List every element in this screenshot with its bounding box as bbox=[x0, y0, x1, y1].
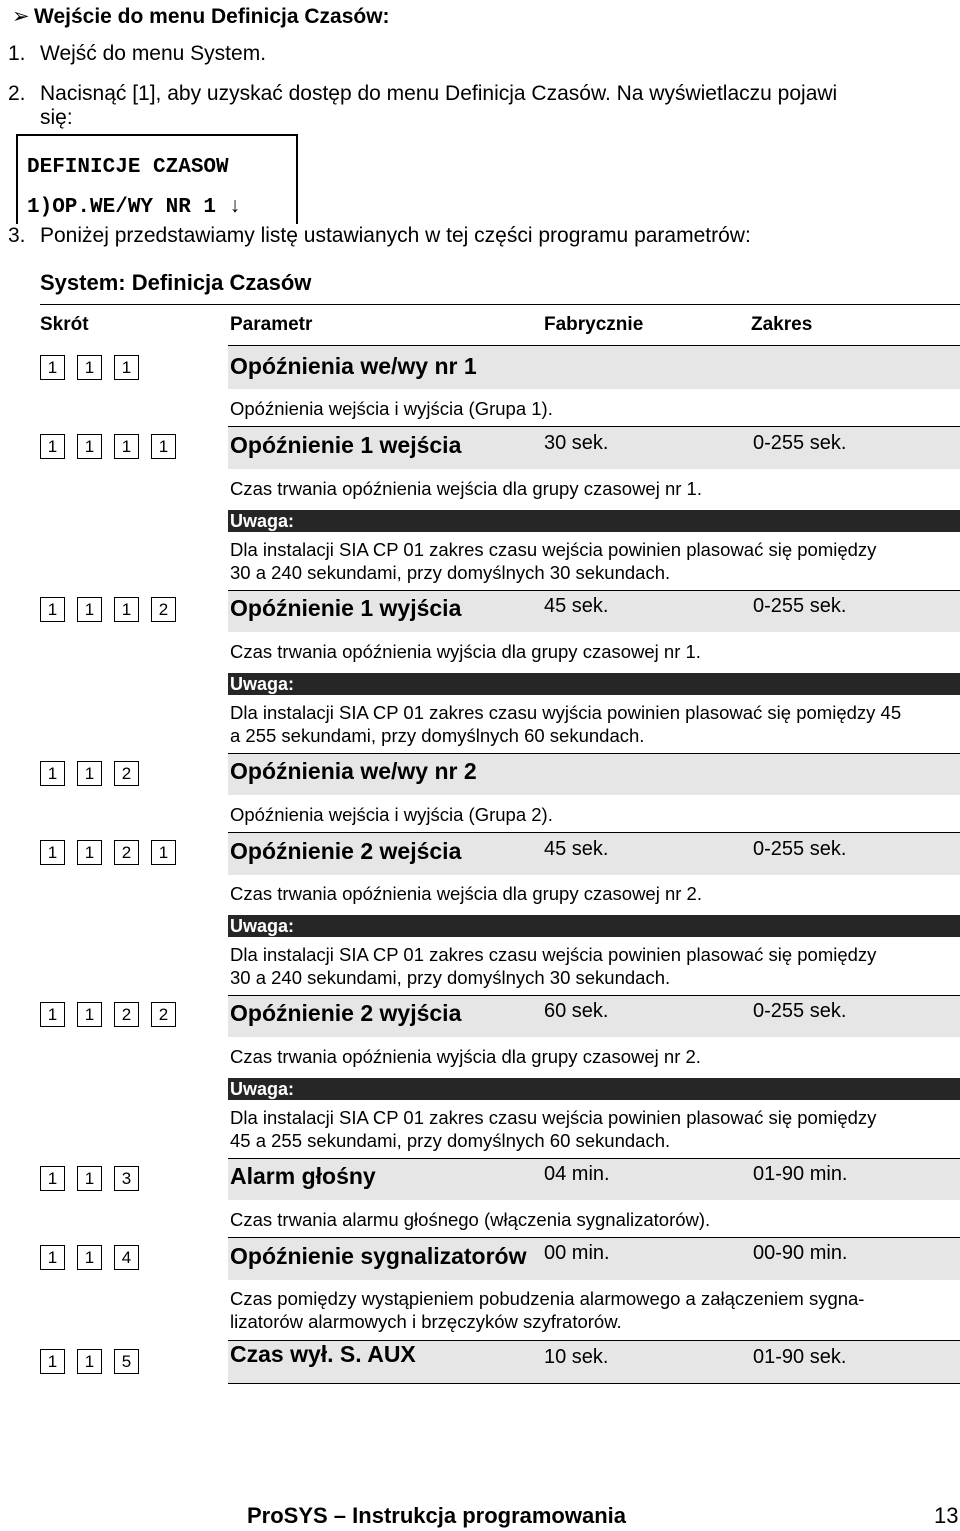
param-range: 0-255 sek. bbox=[753, 595, 847, 617]
shortcut-keys bbox=[40, 1002, 176, 1027]
shortcut-keys bbox=[40, 1166, 139, 1191]
param-range: 00-90 min. bbox=[753, 1242, 848, 1264]
key-cap: 1 bbox=[151, 434, 176, 459]
key-cap: 1 bbox=[77, 1245, 102, 1270]
lcd-line-2 bbox=[27, 196, 241, 219]
step-3 bbox=[8, 224, 751, 248]
header-skrot: Skrót bbox=[40, 314, 89, 335]
param-description: Opóźnienia wejścia i wyjścia (Grupa 1). bbox=[230, 398, 553, 419]
step-number: 1. bbox=[8, 42, 26, 65]
param-range: 0-255 sek. bbox=[753, 1000, 847, 1022]
header-parametr: Parametr bbox=[230, 314, 313, 335]
param-name: Opóźnienie sygnalizatorów bbox=[230, 1243, 527, 1269]
shortcut-keys bbox=[40, 434, 176, 459]
lcd-line-1: DEFINICJE CZASOW bbox=[27, 156, 229, 179]
param-default: 10 sek. bbox=[544, 1346, 609, 1368]
note-label: Uwaga: bbox=[228, 915, 960, 937]
key-cap: 1 bbox=[77, 761, 102, 786]
key-cap: 1 bbox=[151, 840, 176, 865]
param-description: Czas trwania opóźnienia wyjścia dla grupy czasowej nr 2. bbox=[230, 1046, 701, 1067]
arrow-bullet-icon: ➢ bbox=[12, 5, 30, 28]
param-default: 60 sek. bbox=[544, 1000, 609, 1022]
param-description: Czas trwania alarmu głośnego (włączenia sygnalizatorów). bbox=[230, 1209, 711, 1230]
key-cap: 1 bbox=[40, 1002, 65, 1027]
divider bbox=[40, 304, 960, 305]
shortcut-keys bbox=[40, 840, 176, 865]
page-number: 13 bbox=[934, 1503, 959, 1528]
note-line-2: 30 a 240 sekundami, przy domyślnych 30 sekundach. bbox=[230, 967, 671, 988]
key-cap: 1 bbox=[77, 840, 102, 865]
key-cap: 1 bbox=[114, 597, 139, 622]
shortcut-keys bbox=[40, 1245, 139, 1270]
header-fabrycznie: Fabrycznie bbox=[544, 314, 644, 335]
param-name: Opóźnienie 1 wejścia bbox=[230, 432, 462, 458]
key-cap: 1 bbox=[40, 761, 65, 786]
key-cap: 2 bbox=[151, 1002, 176, 1027]
key-cap: 1 bbox=[40, 597, 65, 622]
param-default: 04 min. bbox=[544, 1163, 610, 1185]
key-cap: 1 bbox=[40, 1245, 65, 1270]
param-name: Opóźnienie 2 wejścia bbox=[230, 838, 462, 864]
key-cap: 1 bbox=[77, 597, 102, 622]
note-line-1: Dla instalacji SIA CP 01 zakres czasu wejścia powinien plasować się pomiędzy bbox=[230, 1107, 877, 1128]
intro-heading bbox=[12, 4, 390, 29]
param-default: 45 sek. bbox=[544, 595, 609, 617]
key-cap: 5 bbox=[114, 1349, 139, 1374]
key-cap: 1 bbox=[114, 355, 139, 380]
section-title: System: Definicja Czasów bbox=[40, 270, 312, 295]
lcd-line-2-text: 1)OP.WE/WY NR 1 bbox=[27, 196, 217, 219]
key-cap: 2 bbox=[114, 840, 139, 865]
param-default: 45 sek. bbox=[544, 838, 609, 860]
key-cap: 1 bbox=[114, 434, 139, 459]
step-text: Poniżej przedstawiamy listę ustawianych w tej części programu parametrów: bbox=[40, 224, 751, 247]
key-cap: 2 bbox=[114, 761, 139, 786]
shortcut-keys bbox=[40, 355, 139, 380]
key-cap: 1 bbox=[77, 1002, 102, 1027]
divider bbox=[228, 1383, 960, 1384]
note-label: Uwaga: bbox=[228, 673, 960, 695]
note-line-2: 45 a 255 sekundami, przy domyślnych 60 sekundach. bbox=[230, 1130, 671, 1151]
key-cap: 2 bbox=[151, 597, 176, 622]
shortcut-keys bbox=[40, 597, 176, 622]
key-cap: 3 bbox=[114, 1166, 139, 1191]
step-1 bbox=[8, 42, 267, 66]
key-cap: 1 bbox=[40, 355, 65, 380]
step-number: 3. bbox=[8, 224, 26, 247]
key-cap: 1 bbox=[77, 434, 102, 459]
step-number: 2. bbox=[8, 82, 26, 105]
param-range: 0-255 sek. bbox=[753, 838, 847, 860]
param-description: Czas trwania opóźnienia wejścia dla grupy czasowej nr 1. bbox=[230, 478, 702, 499]
key-cap: 1 bbox=[40, 1166, 65, 1191]
param-description-cont: lizatorów alarmowych i brzęczyków szyfratorów. bbox=[230, 1311, 622, 1332]
key-cap: 1 bbox=[40, 840, 65, 865]
key-cap: 1 bbox=[77, 1349, 102, 1374]
param-description: Czas trwania opóźnienia wyjścia dla grupy czasowej nr 1. bbox=[230, 641, 701, 662]
key-cap: 1 bbox=[77, 1166, 102, 1191]
param-range: 01-90 sek. bbox=[753, 1346, 847, 1368]
key-cap: 1 bbox=[40, 434, 65, 459]
note-label: Uwaga: bbox=[228, 510, 960, 532]
param-default: 00 min. bbox=[544, 1242, 610, 1264]
param-range: 0-255 sek. bbox=[753, 432, 847, 454]
key-cap: 1 bbox=[40, 1349, 65, 1374]
scroll-down-arrow-icon: ↓ bbox=[228, 196, 242, 219]
param-name: Opóźnienia we/wy nr 1 bbox=[230, 353, 477, 379]
header-zakres: Zakres bbox=[751, 314, 813, 335]
param-range: 01-90 min. bbox=[753, 1163, 848, 1185]
note-line-1: Dla instalacji SIA CP 01 zakres czasu wejścia powinien plasować się pomiędzy bbox=[230, 944, 877, 965]
shortcut-keys bbox=[40, 1349, 139, 1374]
note-label: Uwaga: bbox=[228, 1078, 960, 1100]
param-description: Czas pomiędzy wystąpieniem pobudzenia alarmowego a załączeniem sygna- bbox=[230, 1288, 865, 1309]
step-text: Nacisnąć [1], aby uzyskać dostęp do menu Definicja Czasów. Na wyświetlaczu pojawi bbox=[40, 82, 838, 105]
intro-heading-text: Wejście do menu Definicja Czasów: bbox=[34, 5, 390, 28]
note-line-1: Dla instalacji SIA CP 01 zakres czasu wejścia powinien plasować się pomiędzy bbox=[230, 539, 877, 560]
param-default: 30 sek. bbox=[544, 432, 609, 454]
param-name: Alarm głośny bbox=[230, 1163, 376, 1189]
step-text: Wejść do menu System. bbox=[40, 42, 267, 65]
step-2-continuation: się: bbox=[40, 106, 73, 129]
param-name: Opóźnienia we/wy nr 2 bbox=[230, 758, 477, 784]
param-name: Czas wył. S. AUX bbox=[230, 1341, 416, 1367]
param-description: Czas trwania opóźnienia wejścia dla grupy czasowej nr 2. bbox=[230, 883, 702, 904]
lcd-display bbox=[16, 134, 298, 224]
key-cap: 2 bbox=[114, 1002, 139, 1027]
key-cap: 4 bbox=[114, 1245, 139, 1270]
param-description: Opóźnienia wejścia i wyjścia (Grupa 2). bbox=[230, 804, 553, 825]
note-line-1: Dla instalacji SIA CP 01 zakres czasu wyjścia powinien plasować się pomiędzy 45 bbox=[230, 702, 902, 723]
step-2 bbox=[8, 82, 838, 106]
param-name: Opóźnienie 1 wyjścia bbox=[230, 595, 462, 621]
param-name: Opóźnienie 2 wyjścia bbox=[230, 1000, 462, 1026]
note-line-2: a 255 sekundami, przy domyślnych 60 sekundach. bbox=[230, 725, 645, 746]
footer-title: ProSYS – Instrukcja programowania bbox=[247, 1503, 627, 1528]
note-line-2: 30 a 240 sekundami, przy domyślnych 30 sekundach. bbox=[230, 562, 671, 583]
shortcut-keys bbox=[40, 761, 139, 786]
key-cap: 1 bbox=[77, 355, 102, 380]
